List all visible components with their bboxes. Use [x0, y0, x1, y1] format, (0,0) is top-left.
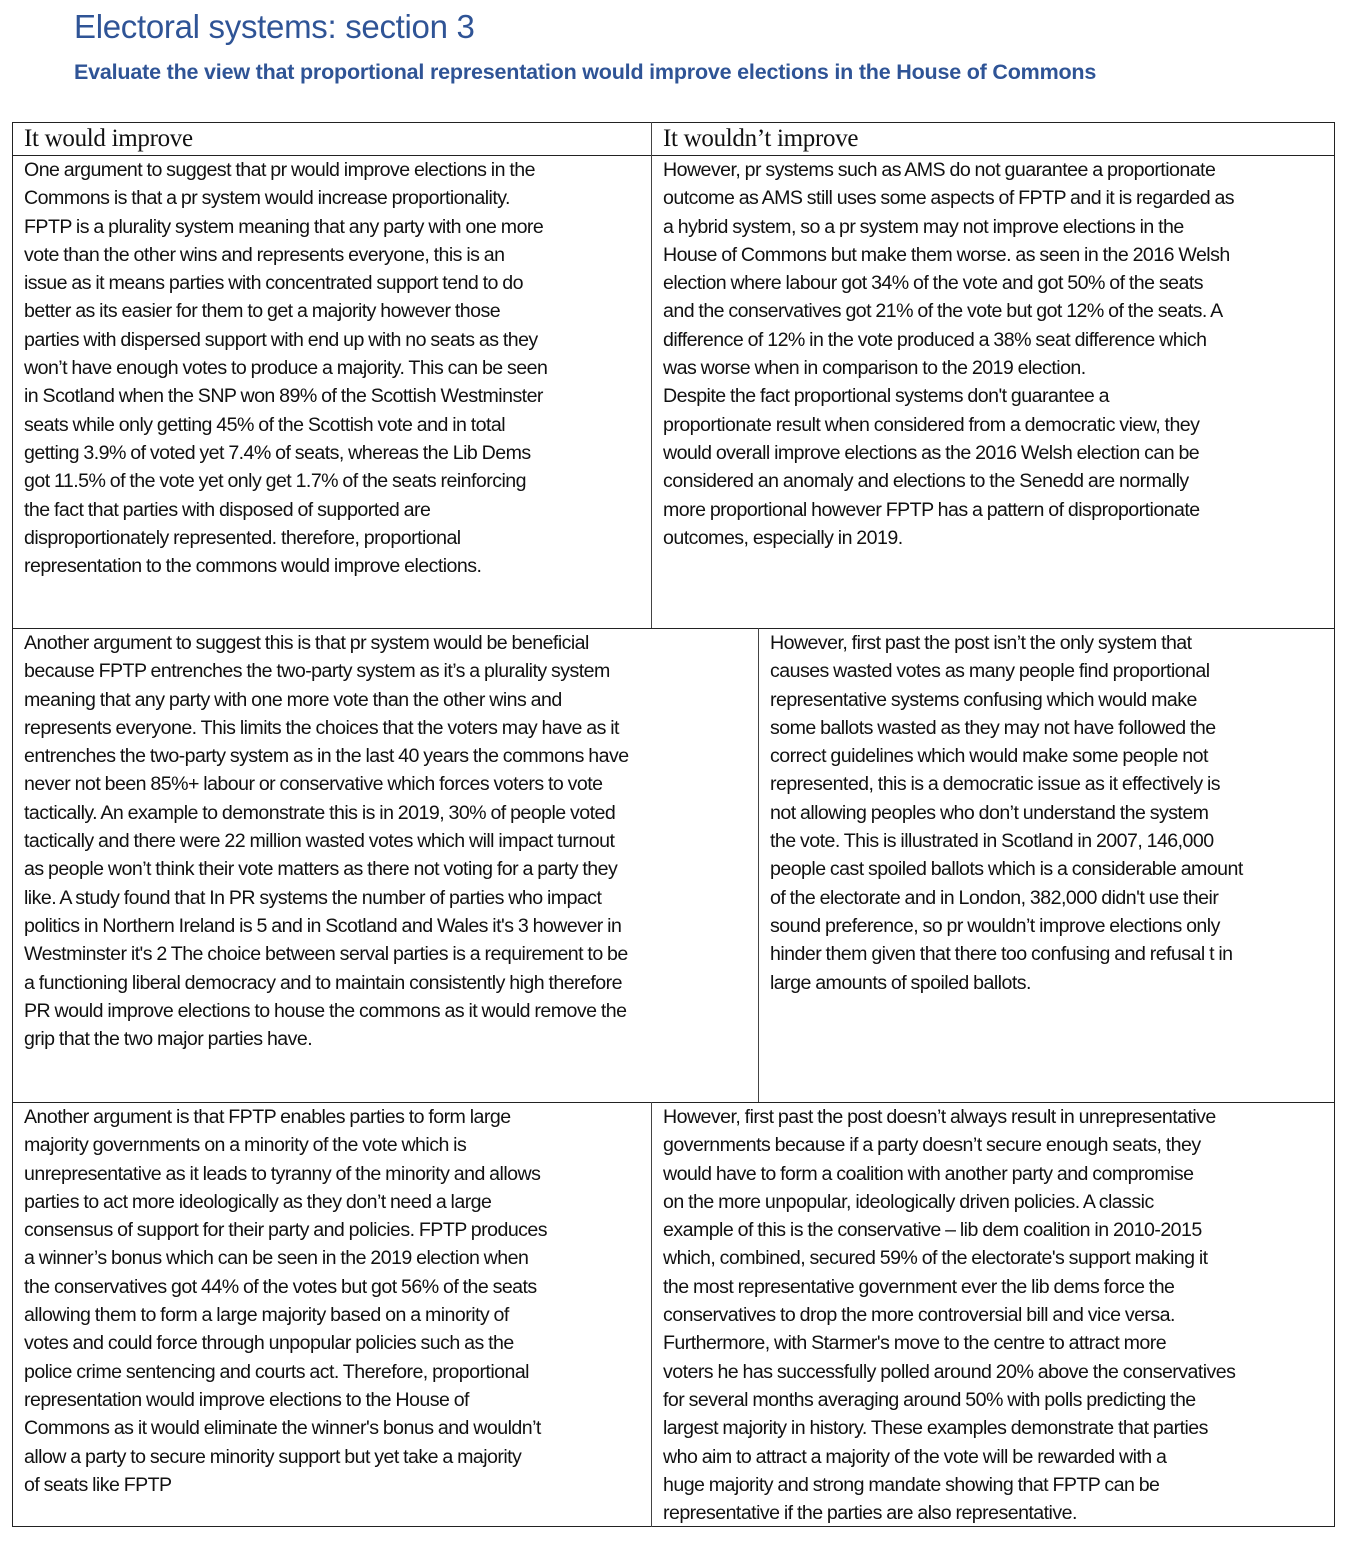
table-cell-not-improve-3: However, first past the post doesn’t always result in unrepresentative governments because if a party doesn’t secure enough seats, they would have to form a coalition with another party and compromise on the more unpopular, ideologically driven policies. A classic example of this is the conservative – lib dem coalition in 2010-2015 which, combined, secured 59% of the electorate's support making it the most representative government ever the lib dems force the conservatives to drop the more controversial bill and vice versa. Furthermore, with Starmer's move to the centre to attract more voters he has successfully polled around 20% above the conservatives for several months averaging around 50% with polls predicting the largest majority in history. These examples demonstrate that parties who aim to attract a majority of the vote will be rewarded with a huge majority and strong mandate showing that FPTP can be representative if the parties are also representative.: [663, 1106, 1236, 1525]
column-divider-row2: [758, 628, 759, 1102]
table-cell-improve-1: One argument to suggest that pr would improve elections in the Commons is that a pr system would increase proportionality. FPTP is a plurality system meaning that any party with one more vote than the other wins and represents everyone, this is an issue as it means parties with concentrated support tend to do better as its easier for them to get a majority however those parties with dispersed support with end up with no seats as they won’t have enough votes to produce a majority. This can be seen in Scotland when the SNP won 89% of the Scottish Westminster seats while only getting 45% of the Scottish vote and in total getting 3.9% of voted yet 7.4% of seats, whereas the Lib Dems got 11.5% of the vote yet only get 1.7% of the seats reinforcing the fact that parties with disposed of supported are disproportionately represented. therefore, proportional representation to the commons would improve elections.: [24, 159, 548, 578]
document-title: Electoral systems: section 3: [74, 8, 475, 45]
table-cell-not-improve-1: However, pr systems such as AMS do not guarantee a proportionate outcome as AMS still uses some aspects of FPTP and it is regarded as a hybrid system, so a pr system may not improve elections in the House of Commons but make them worse. as seen in the 2016 Welsh election where labour got 34% of the vote and got 50% of the seats and the conservatives got 21% of the vote but got 12% of the seats. A difference of 12% in the vote produced a 38% seat difference which was worse when in comparison to the 2019 election. Despite the fact proportional systems don't guarantee a proportionate result when considered from a democratic view, they would overall improve elections as the 2016 Welsh election can be considered an anomaly and elections to the Senedd are normally more proportional however FPTP has a pattern of disproportionate outcomes, especially in 2019.: [663, 159, 1235, 549]
table-cell-not-improve-2: However, first past the post isn’t the only system that causes wasted votes as many people find proportional representative systems confusing which would make some ballots wasted as they may not have followed the correct guidelines which would make some people not represented, this is a democratic issue as it effectively is not allowing peoples who don’t understand the system the vote. This is illustrated in Scotland in 2007, 146,000 people cast spoiled ballots which is a considerable amount of the electorate and in London, 382,000 didn't use their sound preference, so pr wouldn’t improve elections only hinder them given that there too confusing and refusal t in large amounts of spoiled ballots.: [770, 632, 1243, 994]
document-subtitle: Evaluate the view that proportional representation would improve elections in the House of Commons: [74, 60, 1097, 84]
table-cell-improve-3: Another argument is that FPTP enables parties to form large majority governments on a minority of the vote which is unrepresentative as it leads to tyranny of the minority and allows parties to act more ideologically as they don’t need a large consensus of support for their party and policies. FPTP produces a winner’s bonus which can be seen in the 2019 election when the conservatives got 44% of the votes but got 56% of the seats allowing them to form a large majority based on a minority of votes and could force through unpopular policies such as the police crime sentencing and courts act. Therefore, proportional representation would improve elections to the House of Commons as it would eliminate the winner's bonus and wouldn’t allow a party to secure minority support but yet take a majority of seats like FPTP: [24, 1106, 548, 1496]
column-divider-row1: [651, 122, 652, 628]
table-cell-improve-2: Another argument to suggest this is that pr system would be beneficial because FPTP entrenches the two-party system as it’s a plurality system meaning that any party with one more vote than the other wins and represents everyone. This limits the choices that the voters may have as it entrenches the two-party system as in the last 40 years the commons have never not been 85%+ labour or conservative which forces voters to vote tactically. An example to demonstrate this is in 2019, 30% of people voted tactically and there were 22 million wasted votes which will impact turnout as people won’t think their vote matters as there not voting for a party they like. A study found that In PR systems the number of parties who impact politics in Northern Ireland is 5 and in Scotland and Wales it's 3 however in Westminster it's 2 The choice between serval parties is a requirement to be a functioning liberal democracy and to maintain consistently high therefore PR would improve elections to house the commons as it would remove the grip that the two major parties have.: [24, 632, 629, 1051]
header-it-wouldnt-improve: It wouldn’t improve: [663, 125, 859, 152]
column-divider-row3: [651, 1102, 652, 1527]
header-it-would-improve: It would improve: [24, 125, 193, 152]
